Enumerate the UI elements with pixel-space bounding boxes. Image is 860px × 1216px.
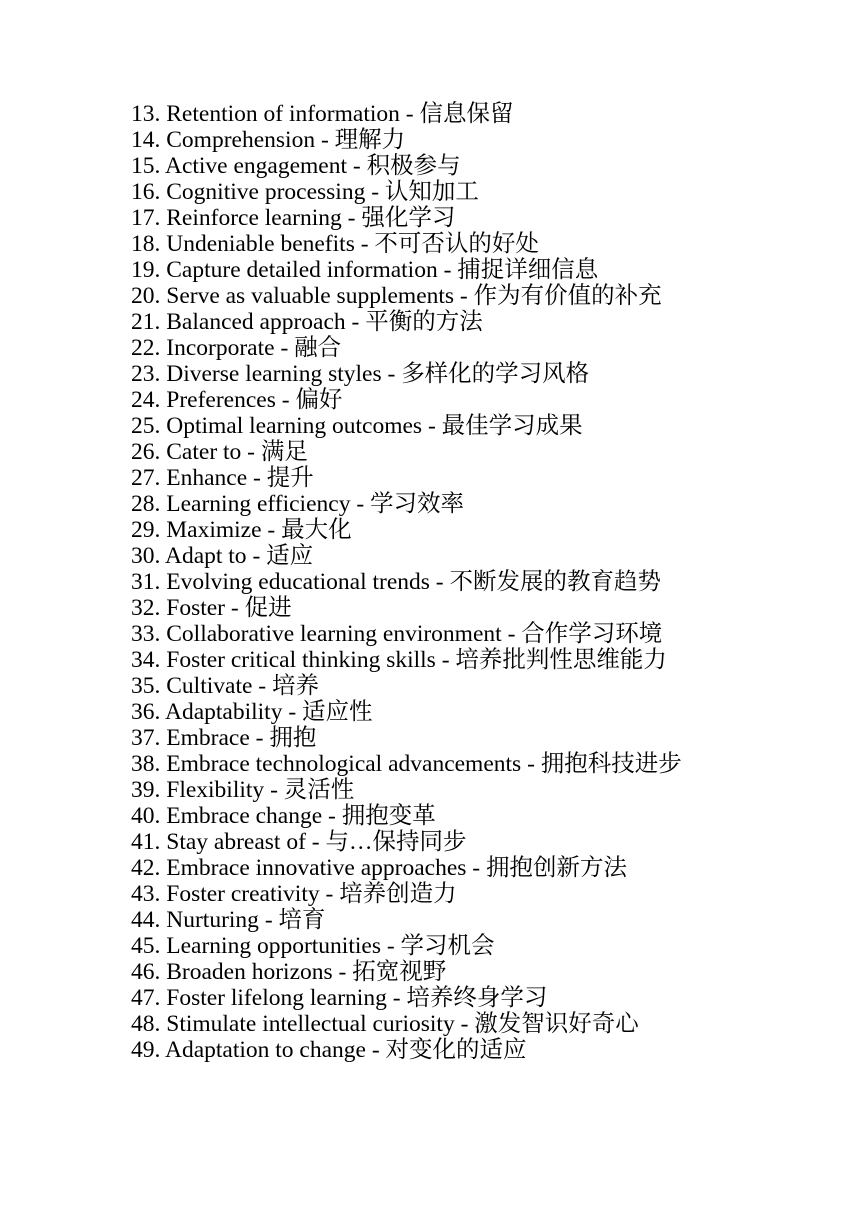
vocab-entry [131,803,741,829]
chinese-translation: 满足 [260,439,308,465]
vocab-entry [131,179,741,205]
english-term: Flexibility [166,777,265,803]
chinese-translation: 培养终身学习 [406,985,548,1011]
entry-number: 35. [131,673,161,699]
entry-number: 26. [131,439,161,465]
term-separator: - [347,153,367,179]
term-separator: - [521,751,541,777]
term-separator: - [345,309,366,335]
entry-number: 15. [131,153,161,179]
term-separator: - [422,413,442,439]
vocab-entry [131,933,741,959]
vocab-entry [131,907,741,933]
term-separator: - [282,699,303,725]
chinese-translation: 融合 [294,335,342,361]
vocab-entry [131,725,741,751]
vocab-entry [131,647,741,673]
entry-number: 33. [131,621,161,647]
term-separator: - [454,1011,475,1037]
term-separator: - [354,231,375,257]
chinese-translation: 拥抱创新方法 [485,855,627,881]
english-term: Capture detailed information [166,257,438,283]
vocab-entry [131,1011,741,1037]
chinese-translation: 偏好 [295,387,343,413]
english-term: Broaden horizons [166,959,333,985]
term-separator: - [466,855,486,881]
english-term: Optimal learning outcomes [166,413,423,439]
entry-number: 32. [131,595,161,621]
english-term: Incorporate [166,335,275,361]
vocab-entry [131,517,741,543]
entry-number: 37. [131,725,161,751]
chinese-translation: 最大化 [281,517,352,543]
entry-number: 46. [131,959,161,985]
entry-number: 27. [131,465,161,491]
term-separator: - [258,907,279,933]
english-term: Adaptability [164,699,283,725]
vocab-entry [131,231,741,257]
term-separator: - [275,387,296,413]
vocab-entry [131,699,741,725]
entry-number: 36. [131,699,161,725]
vocab-entry [131,1037,741,1063]
entry-number: 19. [131,257,161,283]
english-term: Adapt to [164,543,247,569]
vocab-entry [131,673,741,699]
term-separator: - [322,803,342,829]
term-separator: - [365,1037,386,1063]
vocab-entry [131,439,741,465]
vocab-entry [131,361,741,387]
english-term: Undeniable benefits [166,231,355,257]
term-separator: - [252,673,272,699]
vocab-entry [131,543,741,569]
english-term: Foster creativity [166,881,320,907]
entry-number: 18. [131,231,161,257]
vocab-entry [131,621,741,647]
vocab-entry [131,829,741,855]
chinese-translation: 灵活性 [283,777,355,803]
chinese-translation: 对变化的适应 [385,1037,527,1063]
chinese-translation: 促进 [244,595,292,621]
english-term: Learning opportunities [166,933,381,959]
chinese-translation: 拥抱变革 [341,803,436,829]
english-term: Active engagement [164,153,348,179]
entry-number: 41. [131,829,161,855]
english-term: Collaborative learning environment [166,621,502,647]
english-term: Stimulate intellectual curiosity [166,1011,455,1037]
entry-number: 48. [131,1011,161,1037]
english-term: Enhance [166,465,248,491]
entry-number: 28. [131,491,161,517]
vocab-entry [131,205,741,231]
english-term: Retention of information [166,101,400,127]
chinese-translation: 认知加工 [384,179,479,205]
chinese-translation: 拓宽视野 [352,959,447,985]
entry-number: 44. [131,907,161,933]
entry-number: 39. [131,777,161,803]
entry-number: 40. [131,803,161,829]
term-separator: - [225,595,245,621]
term-separator: - [305,829,326,855]
chinese-translation: 与…保持同步 [325,829,467,855]
entry-number: 31. [131,569,161,595]
term-separator: - [246,543,267,569]
term-separator: - [381,361,402,387]
term-separator: - [319,881,340,907]
chinese-translation: 强化学习 [361,205,456,231]
entry-number: 42. [131,855,161,881]
entry-number: 38. [131,751,161,777]
english-term: Cognitive processing [166,179,366,205]
vocab-entry [131,309,741,335]
term-separator: - [437,257,458,283]
english-term: Reinforce learning [166,205,342,231]
chinese-translation: 培养 [271,673,319,699]
chinese-translation: 学习机会 [400,933,495,959]
chinese-translation: 理解力 [334,127,406,153]
vocab-entry [131,855,741,881]
chinese-translation: 捕捉详细信息 [457,257,599,283]
term-separator: - [350,491,371,517]
vocab-entry [131,777,741,803]
vocab-entry [131,127,741,153]
english-term: Comprehension [166,127,316,153]
english-term: Foster critical thinking skills [166,647,436,673]
entry-number: 21. [131,309,161,335]
english-term: Learning efficiency [166,491,351,517]
english-term: Cultivate [166,673,253,699]
term-separator: - [365,179,385,205]
english-term: Nurturing [166,907,259,933]
term-separator: - [435,647,456,673]
chinese-translation: 拥抱科技进步 [540,751,682,777]
chinese-translation: 培养创造力 [339,881,457,907]
english-term: Adaptation to change [164,1037,366,1063]
english-term: Diverse learning styles [166,361,382,387]
term-separator: - [332,959,353,985]
english-term: Foster lifelong learning [166,985,387,1011]
term-separator: - [274,335,295,361]
term-separator: - [429,569,450,595]
entry-number: 20. [131,283,161,309]
term-separator: - [241,439,261,465]
english-term: Evolving educational trends [166,569,430,595]
entry-number: 17. [131,205,161,231]
term-separator: - [247,465,267,491]
chinese-translation: 学习效率 [370,491,465,517]
entry-number: 13. [131,101,161,127]
vocab-entry [131,335,741,361]
vocab-entry [131,751,741,777]
term-separator: - [249,725,270,751]
vocab-entry [131,959,741,985]
vocab-entry [131,257,741,283]
chinese-translation: 不断发展的教育趋势 [449,569,661,595]
vocab-entry [131,491,741,517]
entry-number: 25. [131,413,161,439]
term-separator: - [454,283,474,309]
term-separator: - [386,985,407,1011]
english-term: Maximize [166,517,262,543]
vocab-entry [131,595,741,621]
vocabulary-list [131,101,741,1063]
english-term: Embrace change [166,803,323,829]
entry-number: 47. [131,985,161,1011]
chinese-translation: 信息保留 [419,101,514,127]
term-separator: - [399,101,420,127]
vocab-entry [131,283,741,309]
english-term: Preferences [166,387,276,413]
chinese-translation: 提升 [266,465,314,491]
chinese-translation: 合作学习环境 [521,621,663,647]
chinese-translation: 拥抱 [269,725,317,751]
english-term: Foster [166,595,225,621]
chinese-translation: 最佳学习成果 [441,413,583,439]
vocab-entry [131,101,741,127]
chinese-translation: 培养批判性思维能力 [455,647,667,673]
english-term: Serve as valuable supplements [166,283,455,309]
english-term: Embrace technological advancements [166,751,522,777]
chinese-translation: 作为有价值的补充 [473,283,662,309]
term-separator: - [261,517,282,543]
entry-number: 30. [131,543,161,569]
chinese-translation: 培育 [278,907,326,933]
chinese-translation: 平衡的方法 [365,309,483,335]
entry-number: 45. [131,933,161,959]
entry-number: 22. [131,335,161,361]
vocab-entry [131,985,741,1011]
chinese-translation: 不可否认的好处 [374,231,539,257]
entry-number: 24. [131,387,161,413]
entry-number: 49. [131,1037,161,1063]
vocab-entry [131,569,741,595]
vocab-entry [131,153,741,179]
chinese-translation: 适应性 [302,699,373,725]
chinese-translation: 积极参与 [366,153,461,179]
entry-number: 23. [131,361,161,387]
term-separator: - [341,205,362,231]
term-separator: - [264,777,284,803]
term-separator: - [380,933,401,959]
english-term: Embrace innovative approaches [166,855,467,881]
entry-number: 43. [131,881,161,907]
entry-number: 29. [131,517,161,543]
english-term: Embrace [166,725,250,751]
chinese-translation: 激发智识好奇心 [474,1011,639,1037]
chinese-translation: 适应 [266,543,314,569]
term-separator: - [501,621,522,647]
term-separator: - [315,127,335,153]
entry-number: 34. [131,647,161,673]
entry-number: 14. [131,127,161,153]
vocab-entry [131,881,741,907]
english-term: Stay abreast of [166,829,306,855]
vocab-entry [131,413,741,439]
english-term: Balanced approach [166,309,346,335]
chinese-translation: 多样化的学习风格 [401,361,590,387]
entry-number: 16. [131,179,161,205]
vocab-entry [131,387,741,413]
english-term: Cater to [166,439,242,465]
vocab-entry [131,465,741,491]
